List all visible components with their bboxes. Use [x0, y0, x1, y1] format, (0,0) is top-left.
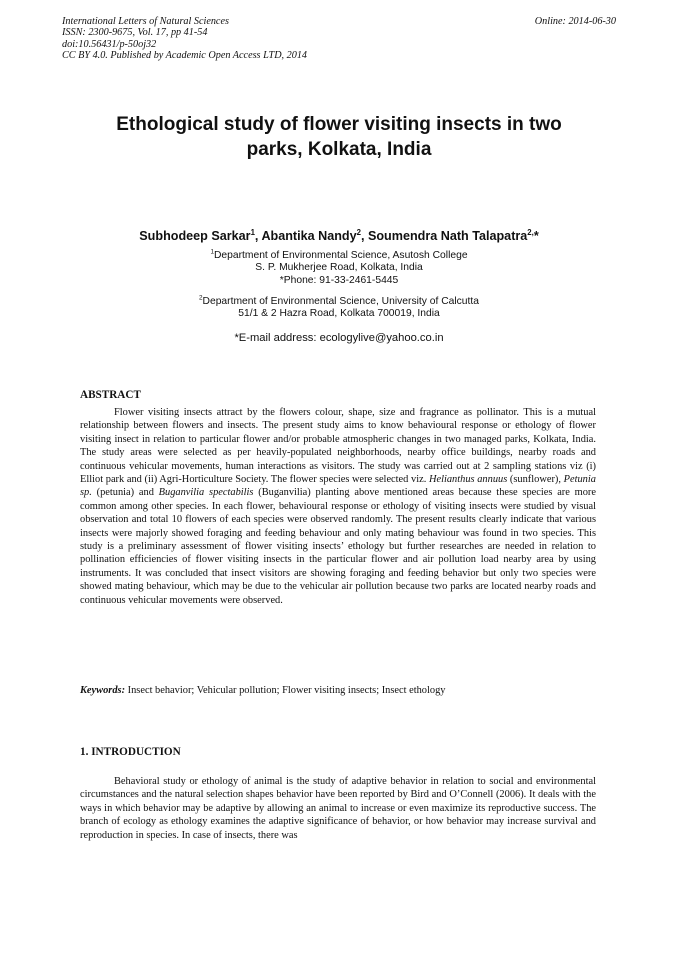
- introduction-paragraph: Behavioral study or ethology of animal is the study of adaptive behavior in relation to social and environmental circumstances and the natural selection shapes behavior have been reported by Bird and O’Connell (2006). It deals with the ways in which behavior may be adaptive by allowing an animal to increase or even maximize its reproductive success. The branch of ecology as ethology examines the adaptive significance of behavior, or how behavior may increase survival and reproduction in species. In case of insects, there was: [80, 776, 596, 841]
- species-name: Petunia sp.: [80, 474, 596, 499]
- corresponding-author-mark: *: [533, 229, 539, 243]
- affiliation-2-department: Department of Environmental Science, University of Calcutta: [202, 296, 479, 307]
- author-2-affiliation: 2: [356, 227, 361, 237]
- affiliation-1-address: S. P. Mukherjee Road, Kolkata, India: [255, 262, 423, 274]
- title-line-1: Ethological study of flower visiting insects in two: [116, 114, 562, 135]
- author-3-affiliation: 2,: [527, 227, 534, 237]
- affiliation-1: [62, 250, 616, 287]
- affiliation-2-line-1: [62, 296, 616, 308]
- abstract-paragraph: [80, 406, 596, 607]
- author-2: Abantika Nandy: [261, 229, 357, 243]
- species-name: Buganvilia spectabilis: [158, 487, 254, 499]
- affiliation-1-department: Department of Environmental Science, Asutosh College: [213, 250, 468, 261]
- author-separator: ,: [360, 229, 368, 243]
- introduction-heading: 1. INTRODUCTION: [80, 746, 181, 758]
- doi-line: doi:10.56431/p-50oj32: [62, 38, 157, 50]
- keywords-text: Insect behavior; Vehicular pollution; Flower visiting insects; Insect ethology: [125, 685, 446, 696]
- paper-title: [62, 112, 616, 162]
- abstract-heading: ABSTRACT: [80, 389, 141, 401]
- author-3: Soumendra Nath Talapatra: [367, 229, 528, 243]
- abstract-text: [80, 406, 596, 607]
- author-1-affiliation: 1: [250, 227, 255, 237]
- abstract-text-part: (petunia) and: [91, 487, 159, 499]
- author-1: Subhodeep Sarkar: [139, 229, 251, 243]
- author-separator: ,: [254, 229, 262, 243]
- affiliation-2-address: 51/1 & 2 Hazra Road, Kolkata 700019, India: [238, 308, 440, 320]
- keywords-label: Keywords: [80, 685, 122, 696]
- contact-email: *E-mail address: ecologylive@yahoo.co.in: [234, 332, 444, 344]
- affiliation-1-number: 1: [210, 248, 214, 256]
- affiliation-2-number: 2: [199, 294, 203, 302]
- abstract-text-part: Flower visiting insects attract by the flowers colour, shape, size and fragrance as pollinator. This is a mutual relationship between flowers and insects. The present study aims to know behavioural response or ethology of flower visiting insect in relation to particular flower and/or probable atmospheric changes in two managed parks, Kolkata, India. The study areas were selected as per heavily-populated neighborhoods, nearby office buildings, nearby roads and continuous vehicular movements, human interactions as visitors. The study was carried out at 2 sampling stations viz (i) Elliot park and (ii) Agri-Horticulture Society. The flower species were selected viz.: [80, 407, 596, 486]
- journal-name: International Letters of Natural Sciences: [62, 16, 229, 27]
- keywords-colon: :: [121, 685, 126, 696]
- title-line-2: parks, Kolkata, India: [246, 139, 432, 160]
- keywords-line: [80, 684, 596, 697]
- abstract-text-part: (sunflower),: [507, 474, 564, 486]
- issn-line: ISSN: 2300-9675, Vol. 17, pp 41-54: [62, 27, 208, 39]
- abstract-text-part: (Buganvilia) planting above mentioned areas because these species are more common among other species. In each flower, behavioural response or ethology of visiting insects were studied by visual observation and total 10 flowers of each species were observed randomly. The present results clearly indicate that various insects were majorly showed foraging and feeding behaviour and only mating behaviour was found in two species. This study is a preliminary assessment of flower visiting insects’ ethology but further researches are needed in relation to pollination efficiencies of flower visiting insects in the particular flower and air pollution load nearby area by using instruments. It was concluded that insect visitors are showing foraging and feeding behavior but only two species were showed mating behaviour, which may be due to the vehicular air pollution because two parks are located nearby roads and continuous vehicular movements were observed.: [80, 487, 596, 606]
- online-date: Online: 2014-06-30: [534, 16, 616, 27]
- affiliation-2: [62, 296, 616, 321]
- affiliation-1-phone: *Phone: 91-33-2461-5445: [279, 274, 399, 286]
- author-list: [62, 228, 616, 244]
- affiliation-1-line-1: [62, 250, 616, 262]
- journal-header: [62, 16, 616, 62]
- introduction-text: [80, 775, 596, 842]
- license-line: CC BY 4.0. Published by Academic Open Access LTD, 2014: [62, 50, 308, 62]
- species-name: Helianthus annuus: [428, 474, 508, 486]
